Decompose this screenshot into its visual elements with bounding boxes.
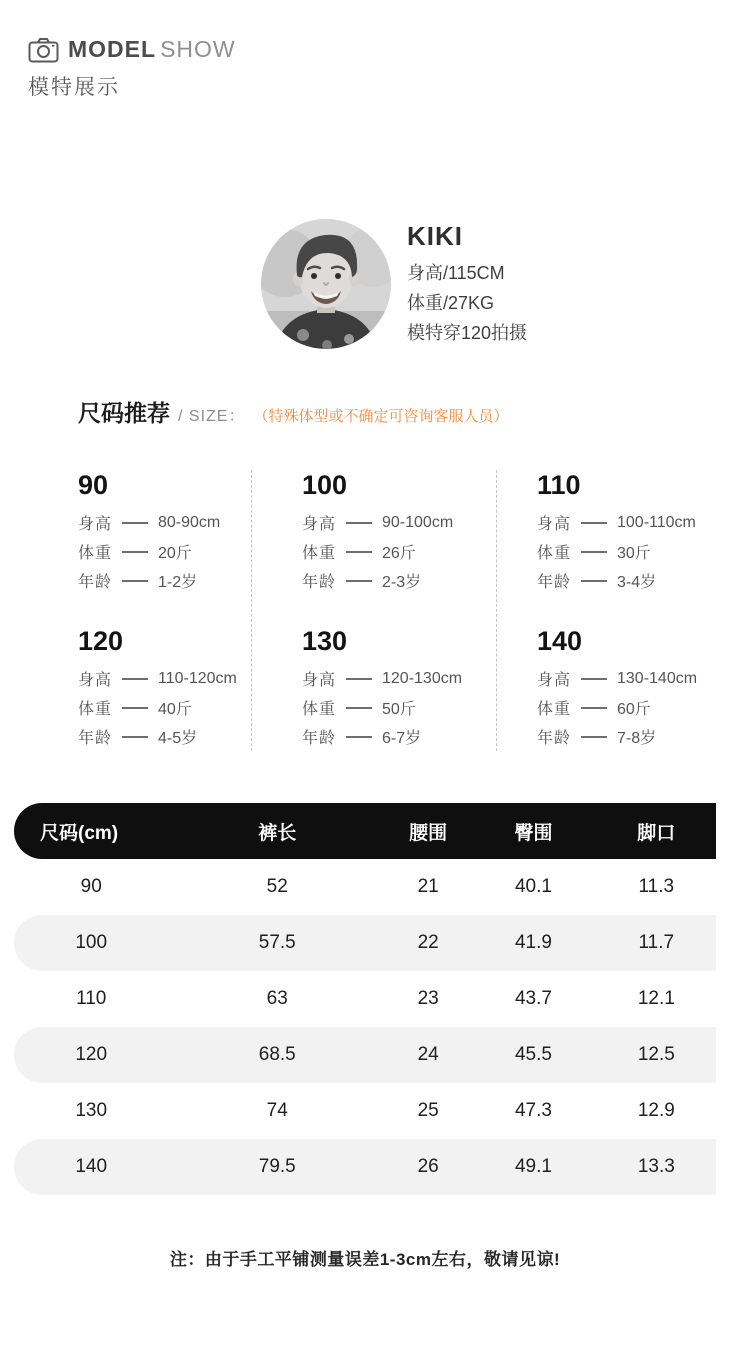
size-card-height-line xyxy=(302,508,496,537)
weight-value: 26斤 xyxy=(382,545,416,562)
size-card-110 xyxy=(537,470,716,595)
height-label: 身高 xyxy=(302,516,337,533)
age-label: 年龄 xyxy=(78,730,113,747)
cell-waist: 26 xyxy=(417,1156,439,1177)
dash-line xyxy=(346,580,372,582)
size-card-130 xyxy=(302,626,496,751)
size-grid-column-3 xyxy=(497,470,716,751)
dash-line xyxy=(581,580,607,582)
model-wearing-size: 模特穿120拍摄 xyxy=(406,322,528,343)
table-row xyxy=(14,915,716,971)
weight-label: 体重 xyxy=(537,545,572,562)
dash-line xyxy=(122,707,148,709)
size-card-age-line xyxy=(537,566,716,595)
size-card-height-line xyxy=(537,508,716,537)
weight-label: 体重 xyxy=(302,701,337,718)
weight-label: 体重 xyxy=(302,545,337,562)
measurement-table xyxy=(14,803,716,1195)
model-show-title-row xyxy=(28,36,730,63)
model-show-title xyxy=(68,36,236,63)
cell-leg-opening: 12.9 xyxy=(637,1100,675,1121)
weight-value: 20斤 xyxy=(158,545,192,562)
size-card-120 xyxy=(78,626,251,751)
size-grid-column-2 xyxy=(252,470,497,751)
size-grid-column-1 xyxy=(60,470,252,751)
size-reco-title-en: / SIZE： xyxy=(178,408,246,425)
weight-value: 50斤 xyxy=(382,701,416,718)
age-value: 7-8岁 xyxy=(617,730,657,747)
dash-line xyxy=(346,736,372,738)
height-label: 身高 xyxy=(78,516,113,533)
weight-value: 60斤 xyxy=(617,701,651,718)
size-card-90 xyxy=(78,470,251,595)
cell-waist: 25 xyxy=(417,1100,439,1121)
age-label: 年龄 xyxy=(78,574,113,591)
cell-pant-length: 63 xyxy=(266,988,288,1009)
size-card-size: 90 xyxy=(78,470,109,500)
model-show-subtitle: 模特展示 xyxy=(28,76,120,99)
size-card-140 xyxy=(537,626,716,751)
size-card-height-line xyxy=(78,508,251,537)
dash-line xyxy=(122,551,148,553)
cell-leg-opening: 11.7 xyxy=(638,932,675,953)
weight-label: 体重 xyxy=(78,701,113,718)
weight-label: 体重 xyxy=(537,701,572,718)
cell-leg-opening: 11.3 xyxy=(638,876,675,897)
size-card-size: 110 xyxy=(537,470,581,500)
size-card-size: 130 xyxy=(302,626,348,656)
dash-line xyxy=(346,678,372,680)
measurement-disclaimer: 注：由于手工平铺测量误差1-3cm左右，敬请见谅! xyxy=(169,1250,561,1269)
size-card-size: 140 xyxy=(537,626,583,656)
age-label: 年龄 xyxy=(302,730,337,747)
cell-size: 110 xyxy=(76,988,107,1009)
height-label: 身高 xyxy=(78,672,113,689)
cell-hip: 47.3 xyxy=(514,1100,552,1121)
dash-line xyxy=(122,736,148,738)
title-word-show: SHOW xyxy=(160,36,236,62)
model-info xyxy=(407,221,527,348)
cell-waist: 21 xyxy=(417,876,439,897)
model-show-header xyxy=(0,0,730,101)
cell-leg-opening: 12.1 xyxy=(637,988,675,1009)
cell-waist: 24 xyxy=(417,1044,439,1065)
cell-size: 90 xyxy=(80,876,102,897)
size-card-weight-line xyxy=(537,693,716,722)
model-name: KIKI xyxy=(406,220,463,251)
size-card-age-line xyxy=(78,566,251,595)
weight-value: 30斤 xyxy=(617,545,651,562)
size-card-weight-line xyxy=(537,537,716,566)
size-card-age-line xyxy=(302,566,496,595)
table-row xyxy=(14,971,716,1027)
height-value: 130-140cm xyxy=(617,669,698,687)
height-label: 身高 xyxy=(537,516,572,533)
weight-label: 体重 xyxy=(78,545,113,562)
size-card-age-line xyxy=(302,722,496,751)
size-reco-note: （特殊体型或不确定可咨询客服人员） xyxy=(253,408,509,425)
cell-hip: 49.1 xyxy=(514,1156,552,1177)
age-label: 年龄 xyxy=(537,730,572,747)
size-card-age-line xyxy=(78,722,251,751)
size-card-weight-line xyxy=(78,537,251,566)
size-card-100 xyxy=(302,470,496,595)
age-label: 年龄 xyxy=(302,574,337,591)
size-card-weight-line xyxy=(302,693,496,722)
cell-pant-length: 74 xyxy=(266,1100,288,1121)
cell-waist: 23 xyxy=(417,988,439,1009)
size-recommendation-heading xyxy=(78,395,730,428)
table-row xyxy=(14,1027,716,1083)
table-row xyxy=(14,1139,716,1195)
table-header-row xyxy=(14,803,716,859)
size-card-height-line xyxy=(302,664,496,693)
cell-size: 120 xyxy=(75,1044,108,1065)
dash-line xyxy=(581,736,607,738)
age-value: 3-4岁 xyxy=(617,574,657,591)
cell-hip: 45.5 xyxy=(514,1044,552,1065)
height-value: 120-130cm xyxy=(382,669,463,687)
size-reco-title: 尺码推荐 xyxy=(78,400,170,426)
height-value: 90-100cm xyxy=(382,513,454,531)
col-header-hip: 臀围 xyxy=(514,822,553,844)
dash-line xyxy=(346,707,372,709)
size-card-weight-line xyxy=(302,537,496,566)
col-header-size: 尺码(cm) xyxy=(40,822,119,844)
dash-line xyxy=(346,522,372,524)
dash-line xyxy=(122,678,148,680)
size-card-size: 100 xyxy=(302,470,348,500)
height-label: 身高 xyxy=(302,672,337,689)
height-value: 100-110cm xyxy=(617,513,696,531)
cell-hip: 41.9 xyxy=(514,932,552,953)
cell-leg-opening: 12.5 xyxy=(637,1044,675,1065)
dash-line xyxy=(346,551,372,553)
age-value: 6-7岁 xyxy=(382,730,422,747)
camera-icon xyxy=(28,37,59,63)
dash-line xyxy=(581,551,607,553)
height-label: 身高 xyxy=(537,672,572,689)
size-card-weight-line xyxy=(78,693,251,722)
dash-line xyxy=(122,580,148,582)
cell-size: 140 xyxy=(75,1156,108,1177)
cell-leg-opening: 13.3 xyxy=(637,1156,675,1177)
cell-size: 130 xyxy=(75,1100,108,1121)
size-cards-grid xyxy=(60,470,716,751)
cell-pant-length: 52 xyxy=(266,876,288,897)
cell-size: 100 xyxy=(75,932,108,953)
size-card-age-line xyxy=(537,722,716,751)
table-row xyxy=(14,859,716,915)
weight-value: 40斤 xyxy=(158,701,192,718)
age-value: 2-3岁 xyxy=(382,574,422,591)
age-value: 4-5岁 xyxy=(158,730,198,747)
model-height: 身高/115CM xyxy=(406,262,505,283)
dash-line xyxy=(581,522,607,524)
dash-line xyxy=(581,678,607,680)
cell-pant-length: 79.5 xyxy=(258,1156,296,1177)
cell-pant-length: 68.5 xyxy=(258,1044,296,1065)
table-row xyxy=(14,1083,716,1139)
dash-line xyxy=(581,707,607,709)
height-value: 80-90cm xyxy=(158,513,221,531)
model-weight: 体重/27KG xyxy=(406,292,494,313)
cell-hip: 40.1 xyxy=(514,876,552,897)
cell-pant-length: 57.5 xyxy=(258,932,296,953)
model-section xyxy=(0,219,730,349)
cell-waist: 22 xyxy=(417,932,439,953)
age-label: 年龄 xyxy=(537,574,572,591)
model-photo xyxy=(261,219,391,349)
col-header-leg-opening: 脚口 xyxy=(637,822,676,844)
col-header-waist: 腰围 xyxy=(409,822,448,844)
col-header-pant-length: 裤长 xyxy=(258,822,297,844)
age-value: 1-2岁 xyxy=(158,574,198,591)
cell-hip: 43.7 xyxy=(514,988,552,1009)
size-card-height-line xyxy=(537,664,716,693)
dash-line xyxy=(122,522,148,524)
title-word-model: MODEL xyxy=(68,36,157,62)
size-card-height-line xyxy=(78,664,251,693)
height-value: 110-120cm xyxy=(158,669,237,687)
size-card-size: 120 xyxy=(78,626,124,656)
